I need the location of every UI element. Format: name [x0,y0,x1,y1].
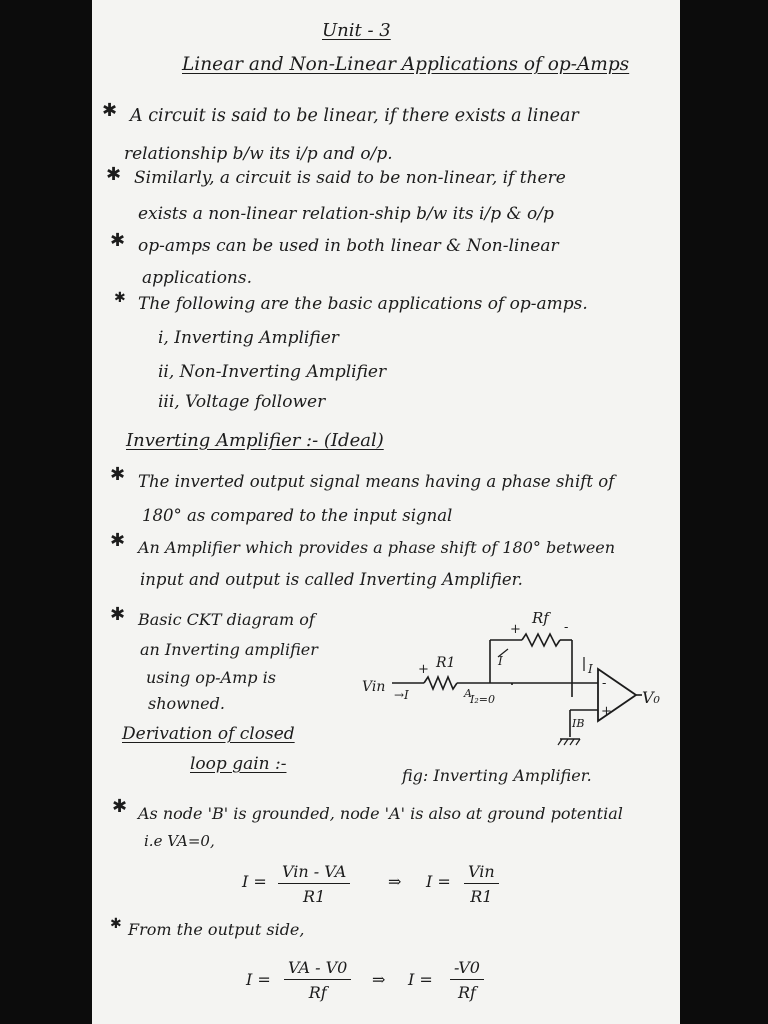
diagram-note-line: an Inverting amplifier [140,640,318,659]
derivation-line: As node 'B' is grounded, node 'A' is also at ground potential [138,804,623,823]
eq2-numerator: VA - V0 [284,958,351,980]
eq2-denominator: Rf [308,983,327,1002]
asterisk-bullet-icon: ✱ [110,530,126,551]
ground-hatch [570,739,574,745]
asterisk-bullet-icon: ✱ [106,164,122,185]
diagram-note-line: using op-Amp is [146,668,276,687]
asterisk-bullet-icon: ✱ [112,796,128,817]
asterisk-bullet-icon: ✱ [110,604,126,625]
derivation-line: From the output side, [128,920,305,939]
diagram-note-line: showned. [148,694,225,713]
ground-hatch [576,739,580,745]
notebook-page [92,0,680,1024]
node-a-label: A [464,687,472,700]
eq1-denominator2: R1 [470,887,493,906]
r1-label: R1 [436,655,456,671]
eq1-fraction [278,862,350,906]
asterisk-bullet-icon: ✱ [114,290,126,306]
i-zero-label: I₂=0 [470,693,495,706]
section-line: input and output is called Inverting Amplifier. [140,570,523,589]
r1-resistor [424,677,457,689]
eq1-denominator: R1 [303,887,326,906]
eq2-lhs2: I = [408,970,433,989]
eq1-fraction2 [464,862,499,906]
i-right-label: I [588,662,593,676]
i-arrow-label: →I [394,688,409,702]
section-line: 180° as compared to the input signal [142,506,453,525]
intro-line: applications. [142,268,253,288]
eq2-arrow: ⇒ [372,970,386,989]
intro-line: exists a non-linear relation-ship b/w its i/p & o/p [138,204,554,224]
eq2-denominator2: Rf [458,983,476,1002]
figure-caption: fig: Inverting Amplifier. [402,766,592,785]
application-item: ii, Non-Inverting Amplifier [158,362,387,382]
section-heading: Inverting Amplifier :- (Ideal) [126,430,384,451]
eq1-lhs: I = [242,872,267,891]
eq1-numerator2: Vin [464,862,499,884]
section-line: The inverted output signal means having a phase shift of [138,472,615,491]
vin-label: Vin [362,679,386,695]
intro-line: Similarly, a circuit is said to be non-linear, if there [134,168,566,188]
eq2-lhs: I = [246,970,271,989]
opamp-plus-label: + [601,704,612,719]
vo-label: V₀ [642,688,660,707]
derivation-line: i.e VA=0, [144,832,215,850]
eq2-fraction [284,958,351,1002]
diagram-note-line: Basic CKT diagram of [138,610,315,629]
page-title: Linear and Non-Linear Applications of op-Amps [182,54,630,75]
rf-minus: - [564,620,569,635]
rf-label: Rf [532,609,549,627]
eq2-numerator2: -V0 [450,958,484,980]
asterisk-bullet-icon: ✱ [110,464,126,485]
intro-line: op-amps can be used in both linear & Non-linear [138,236,559,256]
intro-line: relationship b/w its i/p and o/p. [124,144,393,164]
asterisk-bullet-icon: ✱ [110,916,122,932]
intro-line: The following are the basic applications of op-amps. [138,294,588,314]
inverting-amplifier-circuit [362,605,642,755]
rf-resistor [522,634,560,646]
eq2-fraction2 [450,958,484,1002]
unit-title: Unit - 3 [322,20,391,41]
ground-hatch [558,739,562,745]
asterisk-bullet-icon: ✱ [110,230,126,251]
ground-hatch [564,739,568,745]
opamp-minus-label: - [602,676,607,691]
intro-line: A circuit is said to be linear, if there exists a linear [130,106,579,126]
asterisk-bullet-icon: ✱ [102,100,118,121]
section-line: An Amplifier which provides a phase shift of 180° between [138,538,616,557]
eq1-arrow: ⇒ [388,872,402,891]
i-top-label: I [498,654,503,668]
ib-label: IB [572,717,585,730]
application-item: i, Inverting Amplifier [158,328,339,348]
eq1-numerator: Vin - VA [278,862,350,884]
r1-plus: + [418,662,429,677]
application-item: iii, Voltage follower [158,392,326,412]
derivation-heading: Derivation of closed [122,724,295,744]
derivation-heading: loop gain :- [190,754,287,774]
eq1-lhs2: I = [426,872,451,891]
rf-plus: + [510,622,521,637]
